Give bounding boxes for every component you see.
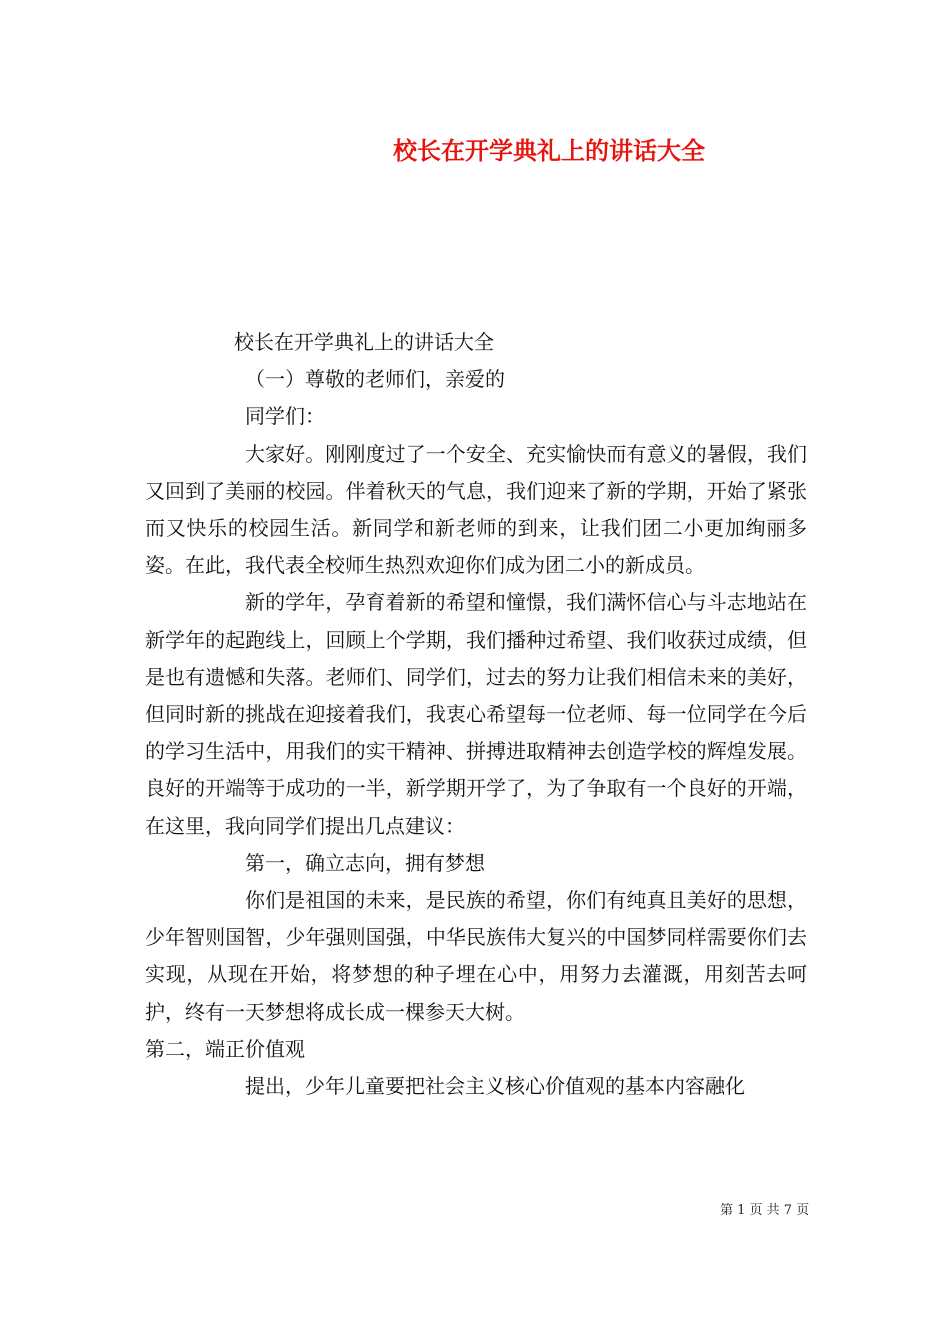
paragraph-values: 提出，少年儿童要把社会主义核心价值观的基本内容融化	[245, 1074, 745, 1099]
salutation-line-2: 同学们：	[245, 404, 325, 429]
page-number-footer: 第 1 页 共 7 页	[720, 1203, 810, 1218]
paragraph-dreams: 你们是祖国的未来，是民族的希望，你们有纯真且美好的思想，少年智则国智，少年强则国强，中华民族伟大复兴的中国梦同样需要你们去实现，从现在开始，将梦想的种子埋在心中，用努力去灌溉，用刻苦去呵护，终有一天梦想将成长成一棵参天大树。	[145, 888, 807, 1024]
document-title: 校长在开学典礼上的讲话大全	[393, 136, 705, 165]
paragraph-greeting: 大家好。刚刚度过了一个安全、充实愉快而有意义的暑假，我们又回到了美丽的校园。伴着秋天的气息，我们迎来了新的学期，开始了紧张而又快乐的校园生活。新同学和新老师的到来，让我们团二小更加绚丽多姿。在此，我代表全校师生热烈欢迎你们成为团二小的新成员。	[145, 441, 807, 578]
paragraph-new-year: 新的学年，孕育着新的希望和憧憬，我们满怀信心与斗志地站在新学年的起跑线上，回顾上个学期，我们播种过希望、我们收获过成绩，但是也有遗憾和失落。老师们、同学们，过去的努力让我们相信未来的美好，但同时新的挑战在迎接着我们，我衷心希望每一位老师、每一位同学在今后的学习生活中，用我们的实干精神、拼搏进取精神去创造学校的辉煌发展。良好的开端等于成功的一半，新学期开学了，为了争取有一个良好的开端，在这里，我向同学们提出几点建议：	[145, 590, 807, 838]
body-heading: 校长在开学典礼上的讲话大全	[234, 330, 494, 354]
section-heading-2: 第二，端正价值观	[145, 1036, 305, 1061]
salutation-line-1: （一）尊敬的老师们，亲爱的	[245, 367, 505, 392]
document-body	[145, 324, 807, 1105]
section-heading-1: 第一，确立志向，拥有梦想	[245, 850, 485, 875]
